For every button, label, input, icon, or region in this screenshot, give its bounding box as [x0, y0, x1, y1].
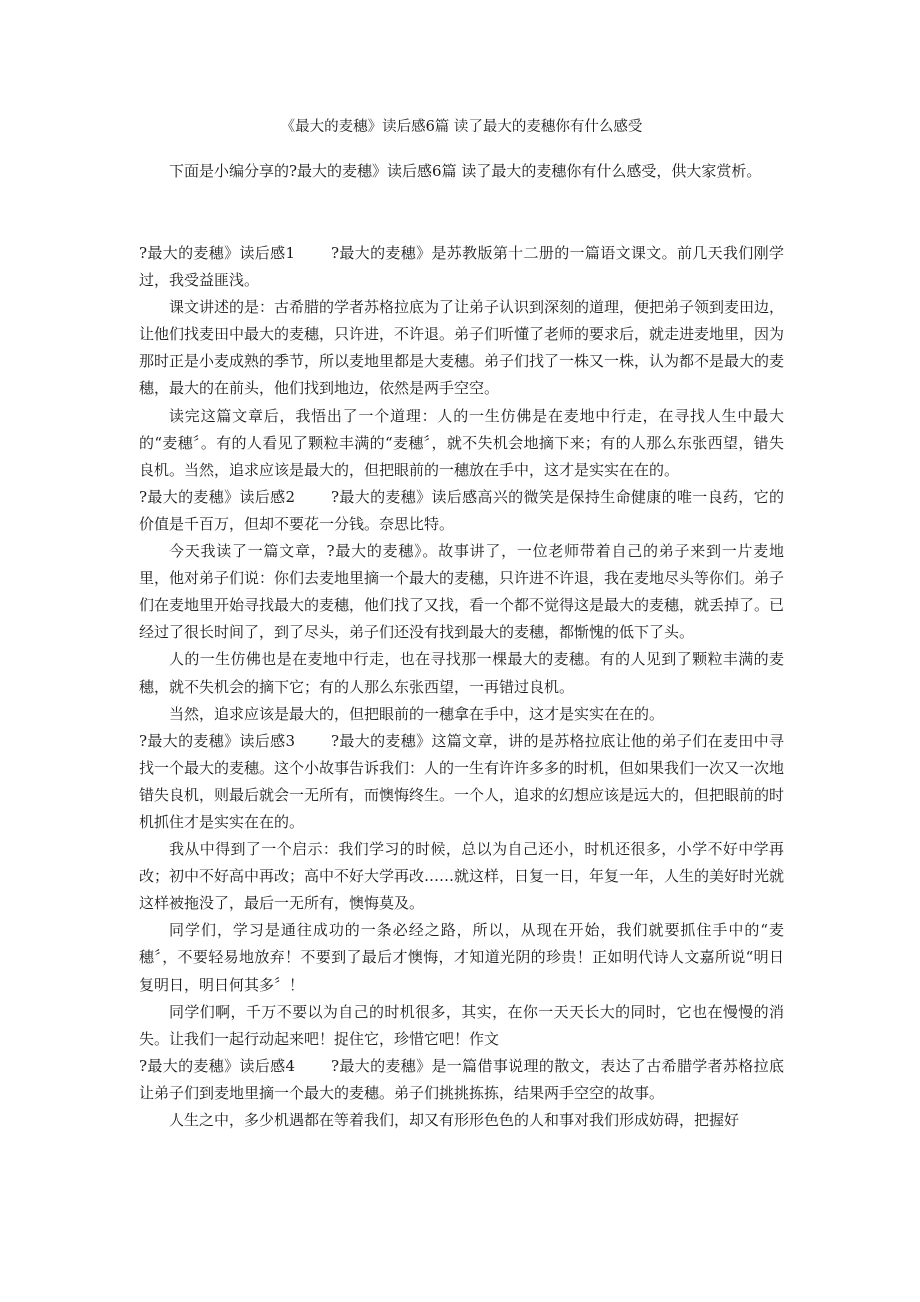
section-heading: ?最大的麦穗》读后感2 [139, 487, 296, 506]
body-paragraph: 我从中得到了一个启示：我们学习的时候，总以为自己还小，时机还很多，小学不好中学再改；初中不好高中再改；高中不好大学再改……就这样，日复一日，年复一年，人生的美好时光就这样被拖没了，最后一无所有，懊悔莫及。 [139, 840, 785, 913]
body-paragraph: 同学们，学习是通往成功的一条必经之路，所以，从现在开始，我们就要抓住手中的“麦穗〞，不要轻易地放弃！不要到了最后才懊悔，才知道光阴的珍贵！正如明代诗人文嘉所说“明日复明日，明日何其多〞！ [139, 921, 784, 994]
body-paragraph: 人生之中，多少机遇都在等着我们，却又有形形色色的人和事对我们形成妨碍，把握好 [169, 1111, 740, 1129]
body-paragraph: 读完这篇文章后，我悟出了一个道理：人的一生仿佛是在麦地中行走，在寻找人生中最大的“麦穗〞。有的人看见了颗粒丰满的“麦穗〞，就不失机会地摘下来；有的人那么东张西望，错失良机。当然，追求应该是最大的，但把眼前的一穗放在手中，这才是实实在在的。 [139, 406, 784, 479]
body-paragraph: 人的一生仿佛也是在麦地中行走，也在寻找那一棵最大的麦穗。有的人见到了颗粒丰满的麦穗，就不失机会的摘下它；有的人那么东张西望，一再错过良机。 [139, 650, 784, 696]
body-paragraph: 同学们啊，千万不要以为自己的时机很多，其实，在你一天天长大的同时，它也在慢慢的消失。让我们一起行动起来吧！捉住它，珍惜它吧！作文 [139, 1002, 784, 1048]
section-lead-text: ?最大的麦穗》读后感高兴的微笑是保持生命健康的唯一良药，它的价值是千百万，但却不要花一分钱。奈思比特。 [139, 487, 784, 533]
section-lead-text: ?最大的麦穗》是苏教版第十二册的一篇语文课文。前几天我们刚学过，我受益匪浅。 [139, 244, 784, 290]
section-1-lead [139, 240, 784, 294]
section-heading: ?最大的麦穗》读后感3 [139, 731, 296, 750]
document-title: 《最大的麦穗》读后感6篇 读了最大的麦穗你有什么感受 [280, 119, 643, 135]
body-paragraph: 课文讲述的是：古希腊的学者苏格拉底为了让弟子认识到深刻的道理，便把弟子领到麦田边，让他们找麦田中最大的麦穗，只许进，不许退。弟子们听懂了老师的要求后，就走进麦地里，因为那时正是小麦成熟的季节，所以麦地里都是大麦穗。弟子们找了一株又一株，认为都不是最大的麦穗，最大的在前头，他们找到地边，依然是两手空空。 [139, 298, 785, 398]
document-body [139, 240, 784, 1134]
section-3-lead [139, 728, 784, 836]
section-lead-text: ?最大的麦穗》这篇文章，讲的是苏格拉底让他的弟子们在麦田中寻找一个最大的麦穗。这个小故事告诉我们：人的一生有许许多多的时机，但如果我们一次又一次地错失良机，则最后就会一无所有，而懊悔终生。一个人，追求的幻想应该是远大的，但把眼前的时机抓住才是实实在在的。 [139, 731, 785, 831]
section-2-lead [139, 484, 784, 538]
section-heading: ?最大的麦穗》读后感4 [139, 1056, 296, 1075]
body-paragraph: 今天我读了一篇文章，?最大的麦穗》。故事讲了，一位老师带着自己的弟子来到一片麦地里，他对弟子们说：你们去麦地里摘一个最大的麦穗，只许进不许退，我在麦地尽头等你们。弟子们在麦地里开始寻找最大的麦穗，他们找了又找，看一个都不觉得这是最大的麦穗，就丢掉了。已经过了很长时间了，到了尽头，弟子们还没有找到最大的麦穗，都惭愧的低下了头。 [139, 542, 785, 642]
section-heading: ?最大的麦穗》读后感1 [139, 244, 296, 262]
body-paragraph: 当然，追求应该是最大的，但把眼前的一穗拿在手中，这才是实实在在的。 [169, 704, 665, 723]
section-4-lead [139, 1053, 784, 1107]
section-lead-text: ?最大的麦穗》是一篇借事说理的散文，表达了古希腊学者苏格拉底让弟子们到麦地里摘一个最大的麦穗。弟子们挑挑拣拣，结果两手空空的故事。 [139, 1056, 784, 1102]
intro-paragraph: 下面是小编分享的?最大的麦穗》读后感6篇 读了最大的麦穗你有什么感受，供大家赏析。 [169, 162, 762, 180]
